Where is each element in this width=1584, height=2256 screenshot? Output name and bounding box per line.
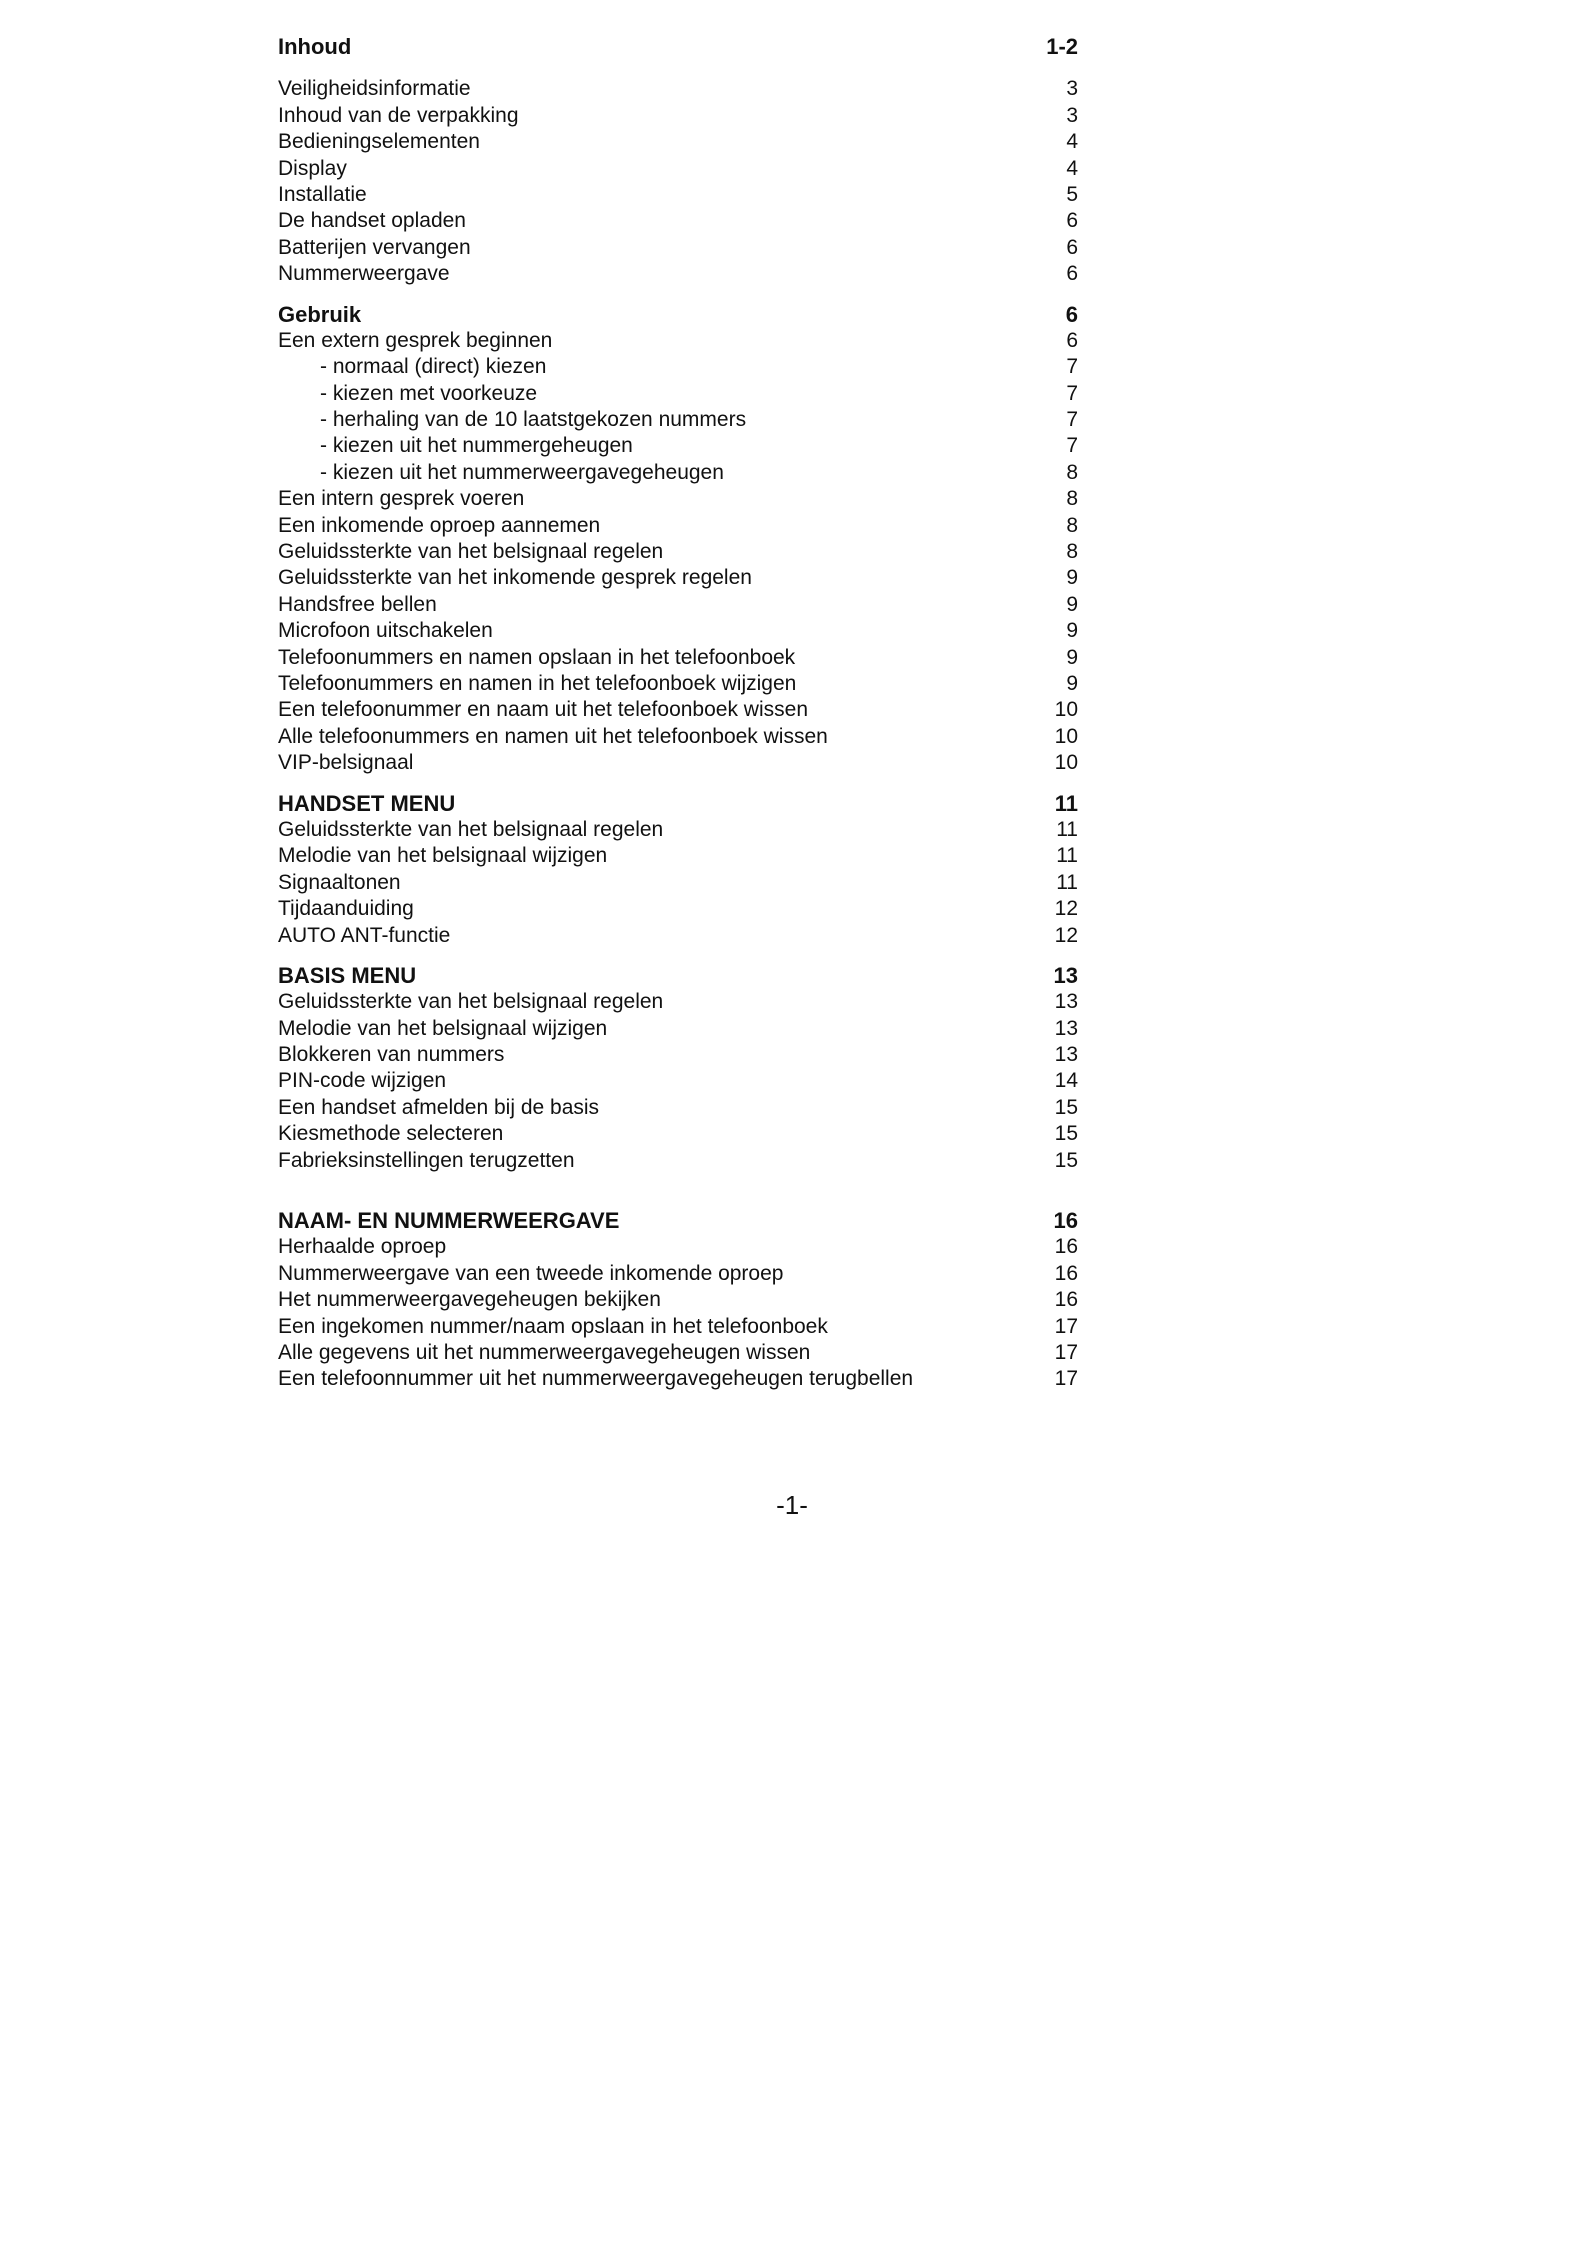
toc-entry-label: Melodie van het belsignaal wijzigen	[278, 1016, 608, 1040]
toc-entry-page: 7	[1066, 434, 1078, 458]
toc-entry	[278, 843, 1078, 869]
toc-entry	[278, 671, 1078, 697]
toc-entry-label: - normaal (direct) kiezen	[320, 355, 547, 379]
toc-heading-label: Gebruik	[278, 301, 362, 327]
toc-entry-page: 10	[1054, 751, 1078, 775]
toc-entry-label: Herhaalde oproep	[278, 1235, 447, 1259]
toc-section	[278, 1208, 1078, 1393]
toc-section	[278, 34, 1078, 288]
toc-entry-page: 9	[1066, 619, 1078, 643]
toc-entry	[278, 1366, 1078, 1392]
table-of-contents	[278, 34, 1078, 1393]
section-spacer	[278, 777, 1078, 791]
toc-entry-page: 9	[1066, 566, 1078, 590]
toc-entry	[278, 1095, 1078, 1121]
toc-entry	[278, 208, 1078, 234]
toc-entry-page: 17	[1054, 1340, 1078, 1364]
toc-heading-label: NAAM- EN NUMMERWEERGAVE	[278, 1208, 620, 1234]
toc-entry	[278, 1261, 1078, 1287]
toc-entry-label: Tijdaanduiding	[278, 897, 414, 921]
toc-section-heading	[278, 791, 1078, 817]
toc-entry-label: - kiezen uit het nummergeheugen	[320, 434, 633, 458]
toc-entry-label: - herhaling van de 10 laatstgekozen nummers	[320, 408, 747, 432]
toc-entry-label: VIP-belsignaal	[278, 751, 414, 775]
toc-entry-label: Alle telefoonummers en namen uit het telefoonboek wissen	[278, 724, 828, 748]
toc-entry-page: 15	[1054, 1095, 1078, 1119]
toc-entry-page: 13	[1054, 990, 1078, 1014]
toc-entry-page: 7	[1066, 355, 1078, 379]
section-spacer	[278, 1174, 1078, 1208]
toc-section-heading	[278, 963, 1078, 989]
toc-entry-label: Telefoonummers en namen in het telefoonboek wijzigen	[278, 671, 797, 695]
toc-section-heading	[278, 1208, 1078, 1234]
toc-entry-label: Veiligheidsinformatie	[278, 77, 471, 101]
toc-entry-label: Nummerweergave van een tweede inkomende oproep	[278, 1261, 784, 1285]
toc-section	[278, 963, 1078, 1174]
toc-entry	[278, 1234, 1078, 1260]
toc-entry-page: 3	[1066, 77, 1078, 101]
toc-entry-label: Bedieningselementen	[278, 130, 480, 154]
toc-entry	[278, 565, 1078, 591]
toc-entry	[278, 407, 1078, 433]
toc-entry-page: 15	[1054, 1148, 1078, 1172]
toc-entry	[278, 513, 1078, 539]
toc-entry-label: - kiezen uit het nummerweergavegeheugen	[320, 460, 724, 484]
toc-entry	[278, 129, 1078, 155]
toc-entry-label: Een intern gesprek voeren	[278, 487, 525, 511]
toc-entry	[278, 697, 1078, 723]
toc-entry-page: 17	[1054, 1314, 1078, 1338]
toc-entry	[278, 354, 1078, 380]
toc-entry-page: 8	[1066, 540, 1078, 564]
toc-heading-page: 6	[1065, 301, 1078, 327]
toc-entry-label: Installatie	[278, 182, 367, 206]
toc-entry	[278, 1016, 1078, 1042]
toc-entry	[278, 989, 1078, 1015]
toc-section	[278, 302, 1078, 777]
toc-entry	[278, 592, 1078, 618]
toc-entry-label: Blokkeren van nummers	[278, 1043, 505, 1067]
toc-section	[278, 791, 1078, 949]
toc-entry-label: Melodie van het belsignaal wijzigen	[278, 844, 608, 868]
toc-entry	[278, 750, 1078, 776]
toc-entry-page: 10	[1054, 724, 1078, 748]
toc-entry-label: Microfoon uitschakelen	[278, 619, 493, 643]
toc-entry	[278, 645, 1078, 671]
toc-entry	[278, 76, 1078, 102]
toc-entry-label: - kiezen met voorkeuze	[320, 381, 538, 405]
toc-entry-label: De handset opladen	[278, 209, 466, 233]
toc-entry-page: 11	[1056, 844, 1078, 868]
toc-heading-page: 16	[1053, 1208, 1078, 1234]
toc-entry	[278, 539, 1078, 565]
toc-entry-page: 8	[1066, 513, 1078, 537]
toc-entry-page: 17	[1054, 1367, 1078, 1391]
toc-entry-label: Fabrieksinstellingen terugzetten	[278, 1148, 575, 1172]
toc-entry	[278, 896, 1078, 922]
toc-entry-label: Kiesmethode selecteren	[278, 1122, 504, 1146]
toc-entry-page: 6	[1066, 262, 1078, 286]
toc-entry	[278, 724, 1078, 750]
toc-entry-label: AUTO ANT-functie	[278, 923, 451, 947]
toc-entry-page: 9	[1066, 671, 1078, 695]
toc-entry-page: 6	[1066, 235, 1078, 259]
toc-entry-page: 10	[1054, 698, 1078, 722]
toc-entry	[278, 1287, 1078, 1313]
toc-heading-label: Inhoud	[278, 34, 352, 59]
toc-entry-page: 3	[1066, 103, 1078, 127]
toc-entry-page: 6	[1066, 328, 1078, 352]
toc-heading-page: 1-2	[1046, 34, 1078, 59]
toc-entry-page: 11	[1056, 817, 1078, 841]
toc-heading-label: BASIS MENU	[278, 962, 417, 988]
toc-entry-page: 8	[1066, 487, 1078, 511]
toc-entry	[278, 1068, 1078, 1094]
toc-entry	[278, 1121, 1078, 1147]
toc-entry-label: Een telefoonnummer uit het nummerweergavegeheugen terugbellen	[278, 1367, 914, 1391]
toc-entry-label: Een inkomende oproep aannemen	[278, 513, 601, 537]
toc-entry-label: Geluidssterkte van het inkomende gesprek regelen	[278, 566, 752, 590]
toc-entry-label: Alle gegevens uit het nummerweergavegeheugen wissen	[278, 1340, 811, 1364]
toc-entry	[278, 381, 1078, 407]
toc-entry-page: 4	[1066, 130, 1078, 154]
toc-entry	[278, 156, 1078, 182]
toc-entry-label: PIN-code wijzigen	[278, 1069, 447, 1093]
toc-entry-page: 13	[1054, 1016, 1078, 1040]
toc-entry-label: Nummerweergave	[278, 262, 450, 286]
toc-entry-label: Het nummerweergavegeheugen bekijken	[278, 1288, 661, 1312]
toc-entry	[278, 103, 1078, 129]
toc-entry-page: 14	[1054, 1069, 1078, 1093]
toc-heading-page: 13	[1053, 962, 1078, 988]
toc-entry	[278, 261, 1078, 287]
toc-entry	[278, 328, 1078, 354]
toc-entry-page: 12	[1054, 897, 1078, 921]
toc-entry-page: 8	[1066, 460, 1078, 484]
section-spacer	[278, 949, 1078, 963]
toc-entry-label: Batterijen vervangen	[278, 235, 471, 259]
toc-entry	[278, 1314, 1078, 1340]
toc-entry-page: 9	[1066, 592, 1078, 616]
toc-entry	[278, 433, 1078, 459]
toc-entry	[278, 1042, 1078, 1068]
toc-entry-label: Geluidssterkte van het belsignaal regelen	[278, 540, 664, 564]
toc-entry-page: 12	[1054, 923, 1078, 947]
toc-heading-label: HANDSET MENU	[278, 790, 456, 816]
toc-section-heading	[278, 34, 1078, 60]
toc-entry-page: 7	[1066, 381, 1078, 405]
toc-entry	[278, 182, 1078, 208]
toc-entry	[278, 923, 1078, 949]
toc-entry	[278, 1340, 1078, 1366]
page-number: -1-	[776, 1490, 808, 1520]
toc-entry-label: Een ingekomen nummer/naam opslaan in het telefoonboek	[278, 1314, 828, 1338]
toc-entry-page: 13	[1054, 1043, 1078, 1067]
toc-entry-page: 4	[1066, 156, 1078, 180]
toc-entry-label: Een handset afmelden bij de basis	[278, 1095, 600, 1119]
toc-entry-page: 7	[1066, 408, 1078, 432]
toc-entry-page: 15	[1054, 1122, 1078, 1146]
toc-entry-label: Inhoud van de verpakking	[278, 103, 519, 127]
toc-entry-label: Signaaltonen	[278, 870, 401, 894]
toc-entry-page: 6	[1066, 209, 1078, 233]
toc-entry-label: Een telefoonummer en naam uit het telefoonboek wissen	[278, 698, 808, 722]
toc-entry	[278, 618, 1078, 644]
toc-entry-label: Geluidssterkte van het belsignaal regelen	[278, 817, 664, 841]
toc-entry-label: Geluidssterkte van het belsignaal regelen	[278, 990, 664, 1014]
section-spacer	[278, 288, 1078, 302]
toc-entry-page: 16	[1054, 1235, 1078, 1259]
toc-entry-page: 5	[1066, 182, 1078, 206]
toc-entry	[278, 1148, 1078, 1174]
toc-entry	[278, 486, 1078, 512]
toc-entry	[278, 817, 1078, 843]
toc-entry-label: Een extern gesprek beginnen	[278, 328, 553, 352]
toc-entry	[278, 235, 1078, 261]
toc-entry-label: Telefoonummers en namen opslaan in het telefoonboek	[278, 645, 796, 669]
toc-entry-page: 16	[1054, 1288, 1078, 1312]
toc-entry-label: Handsfree bellen	[278, 592, 437, 616]
toc-entry-page: 16	[1054, 1261, 1078, 1285]
toc-entry	[278, 870, 1078, 896]
toc-heading-page: 11	[1054, 790, 1078, 816]
toc-section-heading	[278, 302, 1078, 328]
toc-entry-page: 9	[1066, 645, 1078, 669]
toc-entry	[278, 460, 1078, 486]
toc-entry-page: 11	[1056, 870, 1078, 894]
toc-entry-label: Display	[278, 156, 347, 180]
